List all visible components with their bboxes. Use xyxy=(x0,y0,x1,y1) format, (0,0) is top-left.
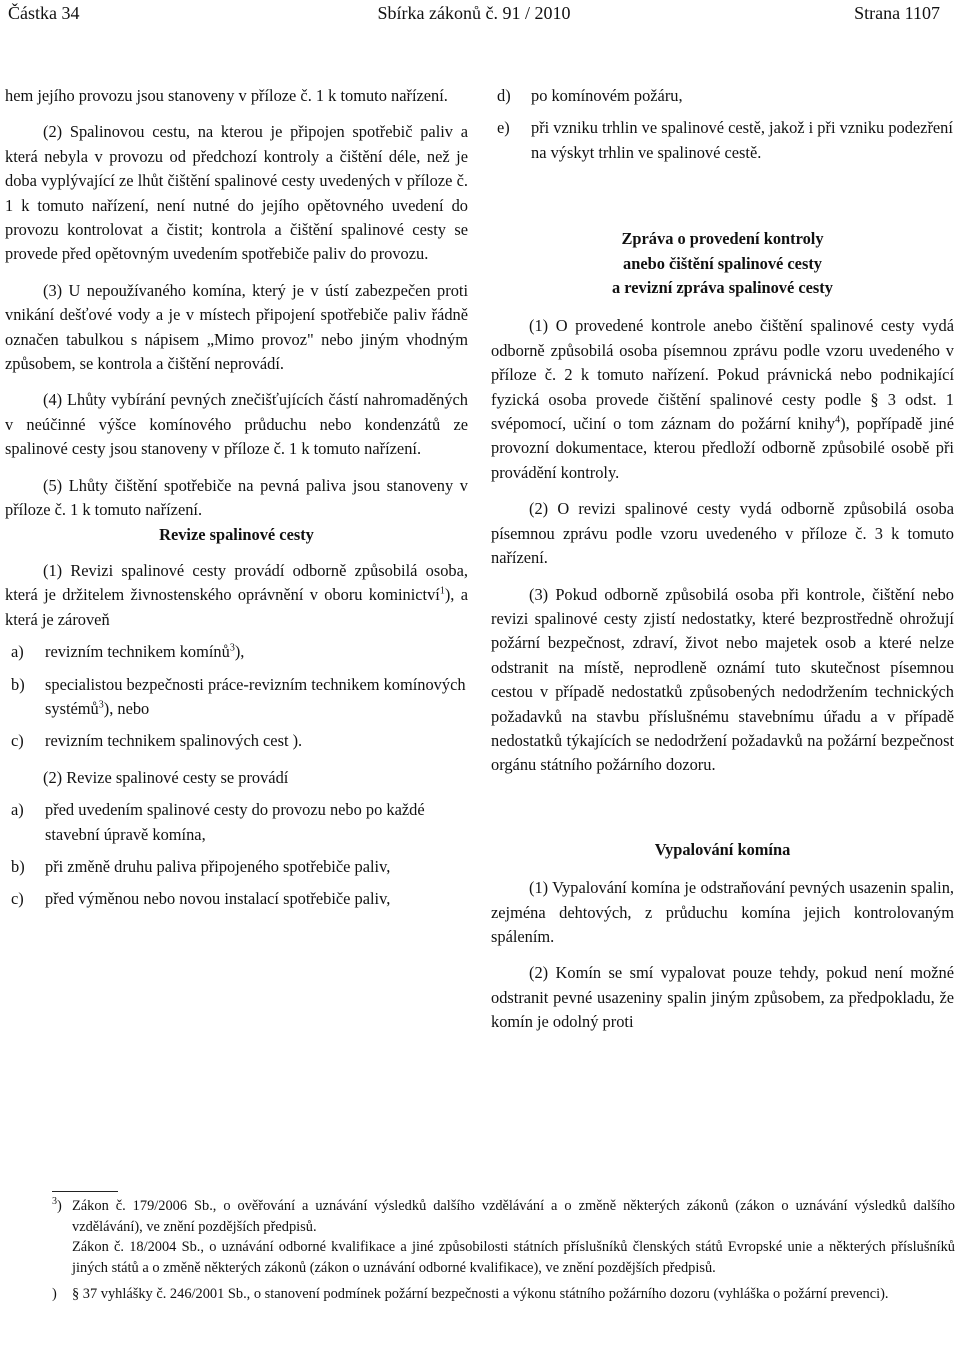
paragraph-4: (4) Lhůty vybírání pevných znečišťujících částí nahromaděných v neúčinné výšce komínového průduchu nebo kondenzátů ze spalinové cesty jsou stanoveny v příloze č. 1 k tomuto nařízení. xyxy=(5,390,468,459)
vypalovani-paragraph-1: (1) Vypalování komína je odstraňování pevných usazenin spalin, zejména dehtových, z průduchu komína jejich kontrolovaným spálením. xyxy=(491,878,954,946)
list-item: c) revizním technikem spalinových cest ). xyxy=(11,731,303,751)
list-item: b) specialistou bezpečnosti práce-revizním technikem komínových systémů$^3$), nebo xyxy=(11,674,466,718)
section-heading-revize: Revize spalinové cesty xyxy=(159,524,314,544)
part-number: Částka 34 xyxy=(8,3,80,23)
list-item: d) po komínovém požáru, xyxy=(497,86,683,105)
collection-title: Sbírka zákonů č. 91 / 2010 xyxy=(377,3,571,23)
zprava-paragraph-3: (3) Pokud odborně způsobilá osoba při kontrole, čištění nebo revizi spalinové cesty zjistí nedostatky, které bezprostředně ohrožují požární bezpečnost, zdraví, život nebo majetek osob a které nelze odstranit na místě, neprodleně oznámí tuto skutečnost písemnou cestou v případě nedostatků způsobených nedodržením technických požadavků na stavbu příslušnému stavebnímu úřadu a v případě nedostatků týkajících se nedodržení požadavků na požární bezpečnost orgánu státního požárního dozoru. xyxy=(491,584,954,775)
list-item: a) před uvedením spalinové cesty do provozu nebo po každé stavební úpravě komína, xyxy=(11,800,425,844)
page-number: Strana 1107 xyxy=(854,3,940,23)
zprava-paragraph-1: (1) O provedené kontrole anebo čištění spalinové cesty vydá odborně způsobilá osoba písemnou zprávu podle vzoru uvedeného v příloze č. 2 k tomuto nařízení. Pokud právnická nebo podnikající fyzická osoba provede čištění spalinové cesty podle § 3 odst. 1 svépomocí, učiní o tom záznam do požární knihy$^4$), popřípadě jiné provozní dokumentace, kterou předloží odborně způsobilé osobě při provádění kontroly. xyxy=(491,316,954,482)
footnote-4: ) § 37 vyhlášky č. 246/2001 Sb., o stanovení podmínek požární bezpečnosti a výkonu státního požárního dozoru (vyhláška o požární prevenci). xyxy=(52,1286,889,1303)
paragraph-2: (2) Spalinovou cestu, na kterou je připojen spotřebič paliv a která nebyla v provozu od předchozí kontroly a čištění déle, než je doba vyplývající ze lhůt čištění spalinové cesty uvedených v příloze č. 1 k tomuto nařízení, není nutné do jejího opětovného uvedení do provozu kontrolovat a čistit; kontrola a čištění spalinové cesty se provede před opětovným uvedením spotřebiče paliv do provozu. xyxy=(5,122,468,264)
section-heading-vypalovani: Vypalování komína xyxy=(654,839,791,859)
paragraph-continuation: hem jejího provozu jsou stanoveny v příloze č. 1 k tomuto nařízení. xyxy=(5,86,448,105)
left-column xyxy=(5,84,468,912)
page-header xyxy=(8,3,940,27)
paragraph-3: (3) U nepoužívaného komína, který je v ústí zabezpečen proti vnikání dešťové vody a je v místech připojení spotřebiče paliv řádně označen tabulkou s nápisem „Mimo provoz" nebo jiným vhodným způsobem, se kontrola a čištění neprovádí. xyxy=(5,280,468,374)
list-item: a) revizním technikem komínů$^3$), xyxy=(11,642,245,662)
section-heading-zprava: Zpráva o provedení kontroly anebo čištění spalinové cesty a revizní zpráva spalinové cesty xyxy=(612,229,833,298)
revize-paragraph-1: (1) Revizi spalinové cesty provádí odborně způsobilá osoba, která je držitelem živnostenského oprávnění v oboru kominictví$^1$), a která je zároveň xyxy=(5,560,468,629)
zprava-paragraph-2: (2) O revizi spalinové cesty vydá odborně způsobilá osoba písemnou zprávu podle vzoru uvedeného v příloze č. 3 k tomuto nařízení. xyxy=(491,499,954,568)
revize-paragraph-2: (2) Revize spalinové cesty se provádí xyxy=(43,767,289,787)
vypalovani-paragraph-2: (2) Komín se smí vypalovat pouze tehdy, pokud není možné odstranit pevné usazeniny spalin jiným způsobem, za předpokladu, že komín je odolný proti xyxy=(491,963,954,1032)
paragraph-5: (5) Lhůty čištění spotřebiče na pevná paliva jsou stanoveny v příloze č. 1 k tomuto nařízení. xyxy=(5,475,468,520)
footnotes xyxy=(52,1196,955,1305)
list-item: b) při změně druhu paliva připojeného spotřebiče paliv, xyxy=(11,856,391,876)
list-item: e) při vzniku trhlin ve spalinové cestě, jakož i při vzniku podezření na výskyt trhlin ve spalinové cestě. xyxy=(497,118,953,162)
footnote-3-continued: Zákon č. 18/2004 Sb., o uznávání odborné kvalifikace a jiné způsobilosti státních příslušníků členských států Evropské unie a některých příslušníků jiných států a o změně některých zákonů (zákon o uznávání odborné kvalifikace), ve znění pozdějších předpisů. xyxy=(72,1239,955,1276)
list-item: c) před výměnou nebo novou instalací spotřebiče paliv, xyxy=(11,889,391,909)
footnote-divider xyxy=(52,1191,118,1192)
footnote-3: $^3$) Zákon č. 179/2006 Sb., o ověřování a uznávání výsledků dalšího vzdělávání a o změně některých zákonů (zákon o uznávání výsledků dalšího vzdělávání), ve znění pozdějších předpisů. xyxy=(52,1196,955,1235)
right-column xyxy=(491,84,954,1035)
